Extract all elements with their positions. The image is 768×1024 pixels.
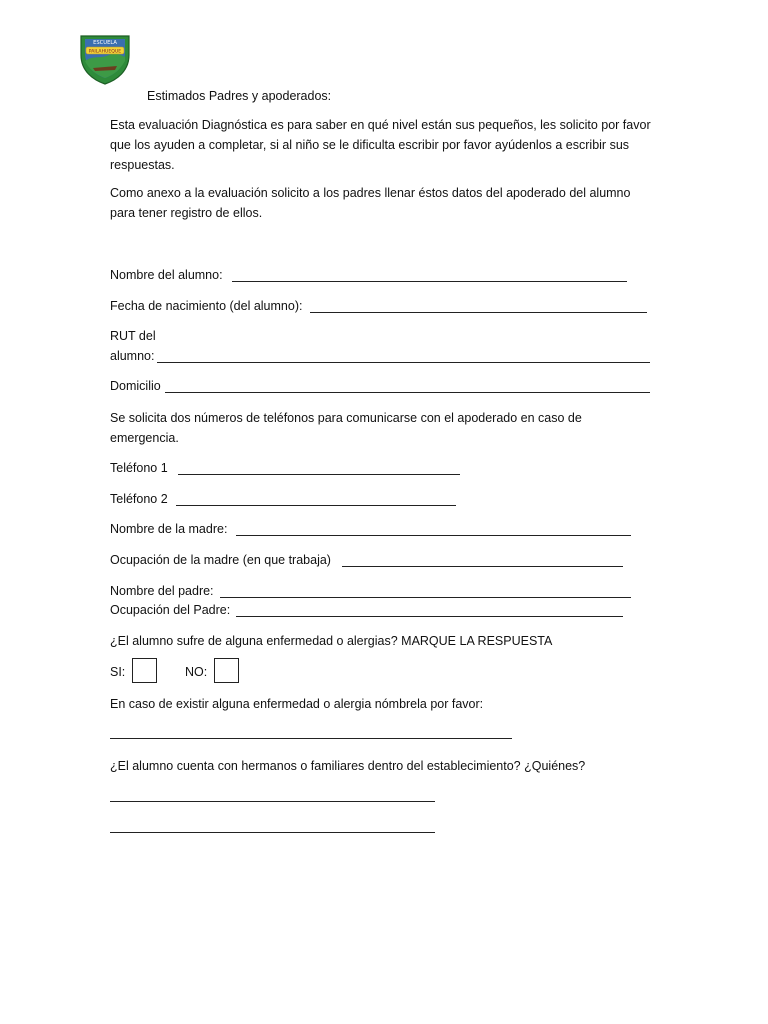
phone2-field[interactable] xyxy=(176,505,456,506)
greeting: Estimados Padres y apoderados: xyxy=(147,89,332,103)
mother-name-field[interactable] xyxy=(236,535,631,536)
father-job-label: Ocupación del Padre: xyxy=(110,603,231,617)
siblings-question: ¿El alumno cuenta con hermanos o familiares dentro del establecimiento? ¿Quiénes? xyxy=(110,759,586,773)
rut-label-line1: RUT del xyxy=(110,329,156,343)
illness-name-prompt: En caso de existir alguna enfermedad o alergia nómbrela por favor: xyxy=(110,697,484,711)
phone1-field[interactable] xyxy=(178,474,460,475)
crest-top-text: ESCUELA xyxy=(93,40,117,46)
student-name-field[interactable] xyxy=(232,281,627,282)
mother-job-field[interactable] xyxy=(342,566,623,567)
rut-label-line2: alumno: xyxy=(110,349,155,363)
mother-name-label: Nombre de la madre: xyxy=(110,522,228,536)
birth-date-label: Fecha de nacimiento (del alumno): xyxy=(110,299,303,313)
illness-name-field[interactable] xyxy=(110,738,512,739)
illness-question: ¿El alumno sufre de alguna enfermedad o alergias? MARQUE LA RESPUESTA xyxy=(110,634,553,648)
no-checkbox[interactable] xyxy=(214,658,239,683)
father-name-label: Nombre del padre: xyxy=(110,584,214,598)
yes-label: SI: xyxy=(110,665,126,679)
phone-request-text: Se solicita dos números de teléfonos para comunicarse con el apoderado en caso de emergencia. xyxy=(110,411,582,445)
father-job-field[interactable] xyxy=(236,616,623,617)
address-label: Domicilio xyxy=(110,379,161,393)
address-field[interactable] xyxy=(165,392,650,393)
annex-paragraph: Como anexo a la evaluación solicito a los padres llenar éstos datos del apoderado del alumno para tener registro de ellos. xyxy=(110,186,631,220)
siblings-field-2[interactable] xyxy=(110,832,435,833)
phone2-label: Teléfono 2 xyxy=(110,492,168,506)
student-name-label: Nombre del alumno: xyxy=(110,268,223,282)
siblings-field-1[interactable] xyxy=(110,801,435,802)
phone1-label: Teléfono 1 xyxy=(110,461,168,475)
father-name-field[interactable] xyxy=(220,597,631,598)
mother-job-label: Ocupación de la madre (en que trabaja) xyxy=(110,553,331,567)
school-crest-icon xyxy=(79,33,131,85)
yes-checkbox[interactable] xyxy=(132,658,157,683)
no-label: NO: xyxy=(185,665,208,679)
intro-paragraph: Esta evaluación Diagnóstica es para saber en qué nivel están sus pequeños, les solicito por favor que los ayuden a completar, si al niño se le dificulta escribir por favor ayúdenlos a escribir sus respuestas. xyxy=(110,118,651,172)
crest-ribbon-text: PAILAHUEQUE xyxy=(88,49,122,55)
birth-date-field[interactable] xyxy=(310,312,647,313)
rut-field[interactable] xyxy=(157,362,650,363)
